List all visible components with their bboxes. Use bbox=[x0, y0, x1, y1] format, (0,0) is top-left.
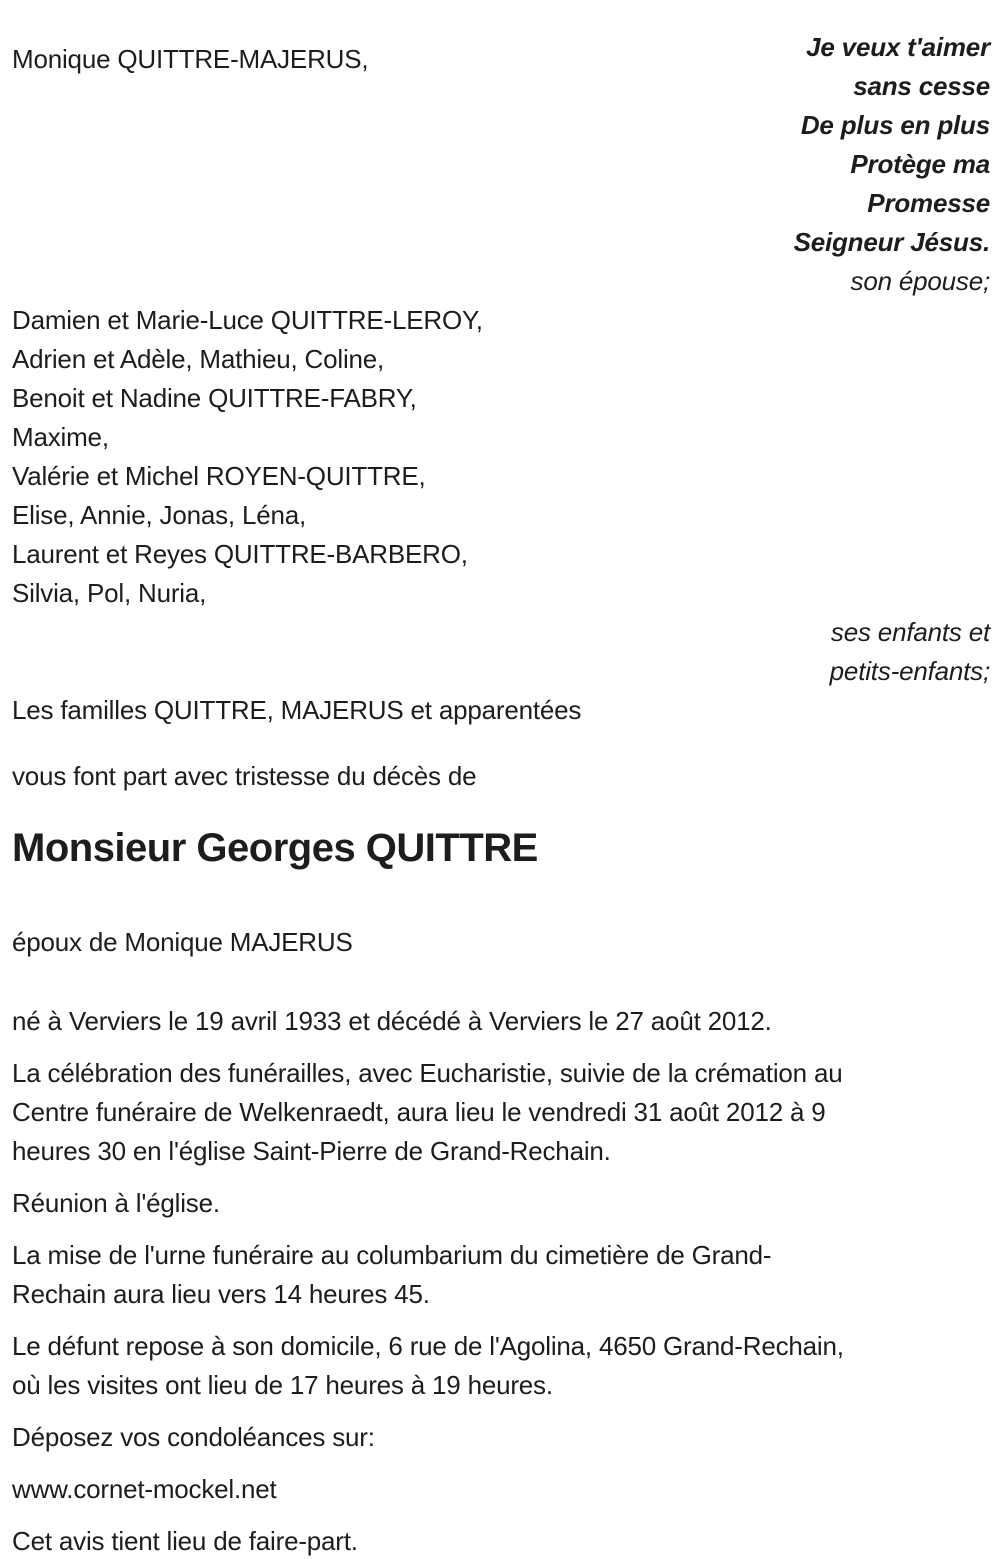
text-line: Valérie et Michel ROYEN-QUITTRE, bbox=[12, 461, 426, 491]
text-line: petits-enfants; bbox=[829, 656, 990, 686]
children-names-list bbox=[12, 301, 990, 613]
deceased-name-title: Monsieur Georges QUITTRE bbox=[12, 826, 538, 870]
text-line: Seigneur Jésus. bbox=[793, 227, 990, 257]
text-line: Adrien et Adèle, Mathieu, Coline, bbox=[12, 344, 385, 374]
text-line: Benoit et Nadine QUITTRE-FABRY, bbox=[12, 383, 417, 413]
header-row bbox=[12, 28, 990, 262]
church-meeting-line: Réunion à l'église. bbox=[12, 1188, 220, 1218]
text-line: Elise, Annie, Jonas, Léna, bbox=[12, 500, 307, 530]
text-line: La célébration des funérailles, avec Eucharistie, suivie de la crémation au bbox=[12, 1058, 843, 1088]
website-link[interactable]: www.cornet-mockel.net bbox=[12, 1474, 277, 1504]
families-line: Les familles QUITTRE, MAJERUS et apparentées bbox=[12, 695, 582, 725]
text-line: Promesse bbox=[867, 188, 990, 218]
spouse-line: époux de Monique MAJERUS bbox=[12, 927, 353, 957]
poem-attribution: son épouse; bbox=[850, 266, 990, 296]
text-line: Le défunt repose à son domicile, 6 rue de l'Agolina, 4650 Grand-Rechain, bbox=[12, 1331, 844, 1361]
urn-columbarium-paragraph bbox=[12, 1236, 990, 1314]
text-line: La mise de l'urne funéraire au columbarium du cimetière de Grand- bbox=[12, 1240, 772, 1270]
condolences-label: Déposez vos condoléances sur: bbox=[12, 1422, 375, 1452]
text-line: Laurent et Reyes QUITTRE-BARBERO, bbox=[12, 539, 468, 569]
text-line: Maxime, bbox=[12, 422, 109, 452]
text-line: Rechain aura lieu vers 14 heures 45. bbox=[12, 1279, 430, 1309]
text-line: Je veux t'aimer bbox=[806, 32, 990, 62]
text-line: Protège ma bbox=[850, 149, 990, 179]
closing-line: Cet avis tient lieu de faire-part. bbox=[12, 1526, 358, 1556]
funeral-ceremony-paragraph bbox=[12, 1054, 990, 1171]
epitaph-poem bbox=[794, 28, 990, 262]
text-line: ses enfants et bbox=[830, 617, 990, 647]
text-line: sans cesse bbox=[853, 71, 990, 101]
repose-visits-paragraph bbox=[12, 1327, 990, 1405]
text-line: Silvia, Pol, Nuria, bbox=[12, 578, 207, 608]
text-line: Damien et Marie-Luce QUITTRE-LEROY, bbox=[12, 305, 483, 335]
text-line: De plus en plus bbox=[800, 110, 990, 140]
announcement-line: vous font part avec tristesse du décès de bbox=[12, 761, 477, 791]
text-line: où les visites ont lieu de 17 heures à 19 heures. bbox=[12, 1370, 553, 1400]
birth-death-line: né à Verviers le 19 avril 1933 et décédé à Verviers le 27 août 2012. bbox=[12, 1006, 772, 1036]
text-line: heures 30 en l'église Saint-Pierre de Grand-Rechain. bbox=[12, 1136, 611, 1166]
intro-name-line: Monique QUITTRE-MAJERUS, bbox=[12, 44, 369, 74]
children-attribution bbox=[12, 613, 990, 691]
text-line: Centre funéraire de Welkenraedt, aura lieu le vendredi 31 août 2012 à 9 bbox=[12, 1097, 826, 1127]
